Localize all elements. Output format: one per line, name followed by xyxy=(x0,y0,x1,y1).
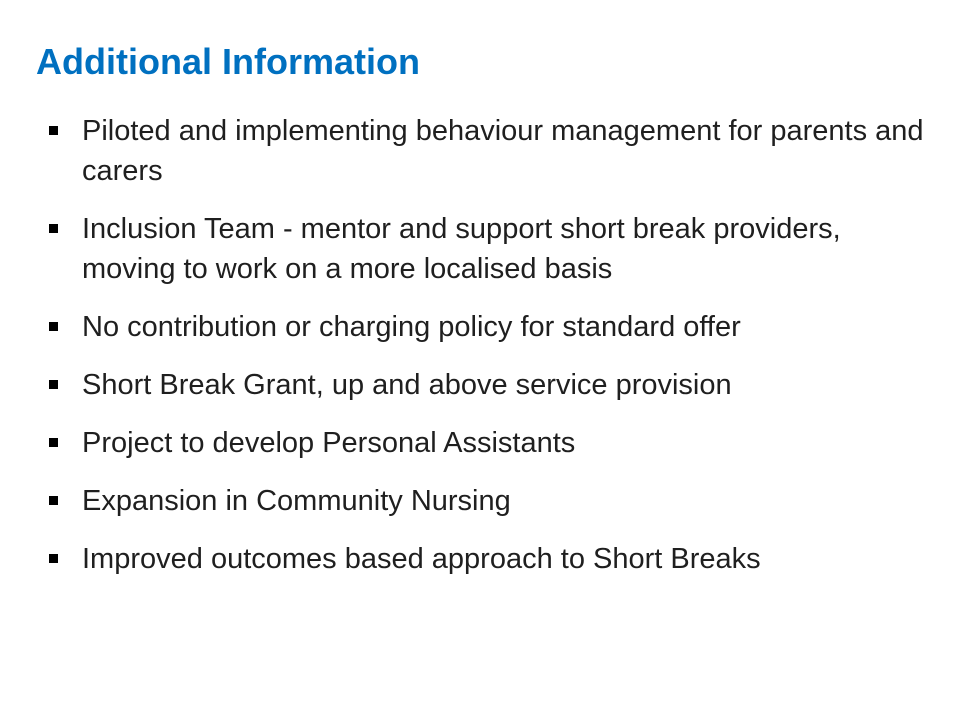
slide-title: Additional Information xyxy=(36,41,420,82)
square-bullet-icon xyxy=(49,224,58,233)
bullet-item xyxy=(48,209,938,289)
bullet-text: Piloted and implementing behaviour management for parents and carers xyxy=(82,115,924,187)
bullet-item xyxy=(48,111,938,191)
square-bullet-icon xyxy=(49,554,58,563)
bullet-item xyxy=(48,481,938,521)
square-bullet-icon xyxy=(49,438,58,447)
square-bullet-icon xyxy=(49,126,58,135)
bullet-text: Short Break Grant, up and above service provision xyxy=(82,369,732,401)
bullet-text: No contribution or charging policy for standard offer xyxy=(82,311,741,343)
bullet-item xyxy=(48,539,938,579)
bullet-text: Inclusion Team - mentor and support short break providers, moving to work on a more localised basis xyxy=(82,213,841,285)
square-bullet-icon xyxy=(49,496,58,505)
square-bullet-icon xyxy=(49,322,58,331)
bullet-item xyxy=(48,307,938,347)
bullet-list xyxy=(48,111,938,597)
bullet-text: Improved outcomes based approach to Short Breaks xyxy=(82,543,761,575)
bullet-text: Project to develop Personal Assistants xyxy=(82,427,576,459)
square-bullet-icon xyxy=(49,380,58,389)
bullet-text: Expansion in Community Nursing xyxy=(82,485,511,517)
bullet-item xyxy=(48,365,938,405)
bullet-item xyxy=(48,423,938,463)
